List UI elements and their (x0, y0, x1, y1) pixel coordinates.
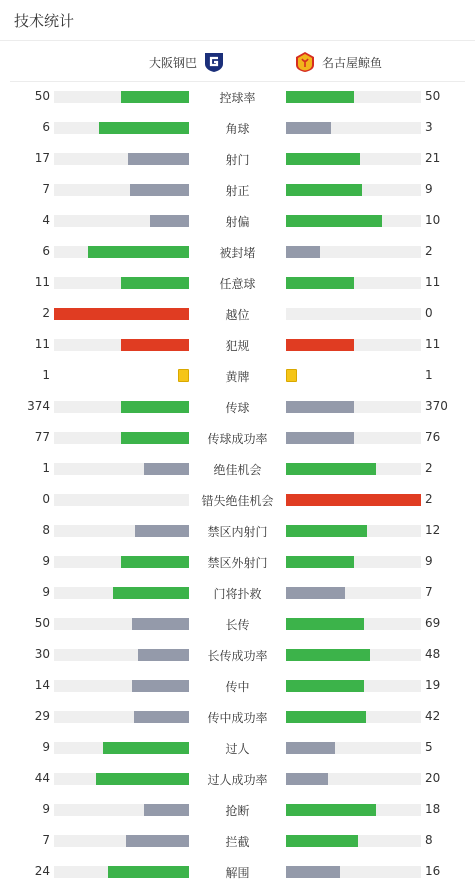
away-stat-value: 0 (425, 306, 433, 320)
away-stat-bar (286, 618, 421, 630)
home-stat-value: 2 (42, 306, 50, 320)
home-stat-bar-fill (113, 587, 189, 599)
away-stat-value: 76 (425, 430, 441, 444)
stat-label: 射偏 (225, 215, 250, 229)
home-stat-value: 9 (42, 802, 50, 816)
away-stat-bar-fill (286, 494, 421, 506)
home-stat-bar-fill (128, 153, 189, 165)
away-stat-bar (286, 246, 421, 258)
home-stat-bar-fill (130, 184, 189, 196)
home-stat-bar (54, 122, 189, 134)
home-stat-bar (54, 463, 189, 475)
teams-header (10, 41, 465, 82)
home-stat-bar (54, 804, 189, 816)
stat-row (0, 298, 475, 329)
home-stat-value: 11 (34, 337, 50, 351)
stat-label: 角球 (225, 122, 250, 136)
home-stat-value: 7 (42, 182, 50, 196)
stat-label: 黄牌 (225, 370, 250, 384)
away-stat-bar (286, 835, 421, 847)
stat-label: 犯规 (225, 339, 250, 353)
stat-label: 越位 (225, 308, 250, 322)
away-stat-value: 3 (425, 120, 433, 134)
home-stat-bar (54, 587, 189, 599)
away-stat-bar-fill (286, 432, 354, 444)
away-stat-bar-fill (286, 835, 358, 847)
home-stat-bar (54, 153, 189, 165)
away-stat-bar (286, 587, 421, 599)
away-stat-value: 19 (425, 678, 441, 692)
home-stat-bar (54, 246, 189, 258)
home-stat-value: 14 (34, 678, 50, 692)
stat-row (0, 236, 475, 267)
stats-list (0, 81, 475, 887)
home-stat-value: 9 (42, 740, 50, 754)
away-stat-bar-fill (286, 277, 354, 289)
away-stat-value: 10 (425, 213, 441, 227)
home-stat-value: 8 (42, 523, 50, 537)
away-stat-bar-fill (286, 711, 366, 723)
away-stat-value: 50 (425, 89, 441, 103)
away-stat-bar (286, 773, 421, 785)
home-stat-bar (54, 339, 189, 351)
home-stat-bar (54, 618, 189, 630)
home-stat-value: 29 (34, 709, 50, 723)
away-stat-bar (286, 215, 421, 227)
stat-row (0, 546, 475, 577)
stat-label: 长传 (225, 618, 250, 632)
stat-row (0, 143, 475, 174)
away-stat-value: 2 (425, 492, 433, 506)
home-stat-bar-fill (132, 618, 189, 630)
home-stat-value: 6 (42, 244, 50, 258)
stat-row (0, 825, 475, 856)
away-stat-bar-fill (286, 680, 364, 692)
away-stat-value: 11 (425, 275, 441, 289)
title-bar (0, 0, 475, 41)
away-stat-value: 9 (425, 182, 433, 196)
stat-row (0, 391, 475, 422)
home-stat-bar (54, 649, 189, 661)
away-stat-bar-fill (286, 339, 354, 351)
stat-row (0, 515, 475, 546)
stat-label: 任意球 (219, 277, 256, 291)
stat-label: 抢断 (225, 804, 250, 818)
home-stat-value: 11 (34, 275, 50, 289)
away-stat-value: 370 (425, 399, 448, 413)
away-stat-value: 2 (425, 244, 433, 258)
stat-row (0, 794, 475, 825)
away-stat-bar-fill (286, 153, 360, 165)
home-stat-bar-fill (121, 432, 189, 444)
away-stat-bar-fill (286, 742, 335, 754)
away-stat-bar (286, 91, 421, 103)
stat-row (0, 329, 475, 360)
home-stat-bar-fill (108, 866, 189, 878)
away-stat-value: 16 (425, 864, 441, 878)
away-stat-bar (286, 649, 421, 661)
stat-row (0, 174, 475, 205)
home-stat-bar-fill (144, 804, 189, 816)
away-stat-value: 7 (425, 585, 433, 599)
stat-row (0, 670, 475, 701)
away-team[interactable] (294, 51, 382, 73)
away-stat-bar-fill (286, 525, 367, 537)
stat-label: 禁区内射门 (207, 525, 268, 539)
stat-row (0, 453, 475, 484)
away-stat-bar-fill (286, 587, 345, 599)
away-stat-bar (286, 184, 421, 196)
stat-label: 绝佳机会 (213, 463, 262, 477)
home-stat-bar (54, 494, 189, 506)
home-stat-bar-fill (96, 773, 189, 785)
away-stat-value: 9 (425, 554, 433, 568)
away-stat-value: 1 (425, 368, 433, 382)
stat-row (0, 205, 475, 236)
stat-row (0, 360, 475, 391)
home-stat-bar (54, 401, 189, 413)
home-stat-bar-fill (138, 649, 189, 661)
stat-row (0, 577, 475, 608)
home-stat-bar-fill (150, 215, 189, 227)
away-stat-bar-fill (286, 122, 331, 134)
away-stat-bar (286, 494, 421, 506)
home-stat-bar (54, 277, 189, 289)
home-team-name: 大阪钢巴 (148, 55, 197, 70)
home-stat-bar (54, 432, 189, 444)
stat-label: 射正 (225, 184, 250, 198)
home-stat-value: 30 (34, 647, 50, 661)
home-stat-bar-fill (144, 463, 189, 475)
stat-label: 被封堵 (219, 246, 256, 260)
away-team-name: 名古屋鲸鱼 (322, 55, 383, 70)
home-stat-bar (54, 835, 189, 847)
stat-row (0, 763, 475, 794)
stat-label: 禁区外射门 (207, 556, 268, 570)
stat-label: 长传成功率 (207, 649, 268, 663)
stat-row (0, 422, 475, 453)
stat-row (0, 112, 475, 143)
home-stat-value: 50 (34, 616, 50, 630)
away-stat-value: 20 (425, 771, 441, 785)
away-team-logo-icon (294, 51, 316, 73)
home-stat-bar-fill (121, 401, 189, 413)
away-stat-value: 2 (425, 461, 433, 475)
home-stat-value: 0 (42, 492, 50, 506)
away-stat-bar-fill (286, 91, 354, 103)
away-stat-bar-fill (286, 618, 364, 630)
home-stat-bar-fill (54, 308, 189, 320)
stat-label: 传球成功率 (207, 432, 268, 446)
stat-label: 射门 (225, 153, 250, 167)
home-stat-bar-fill (99, 122, 189, 134)
home-stat-value: 44 (34, 771, 50, 785)
stat-label: 过人 (225, 742, 250, 756)
home-stat-bar-fill (135, 525, 189, 537)
home-stat-bar (54, 525, 189, 537)
home-stat-value: 6 (42, 120, 50, 134)
away-stat-bar (286, 525, 421, 537)
away-stat-value: 11 (425, 337, 441, 351)
home-stat-bar (54, 711, 189, 723)
home-stat-value: 50 (34, 89, 50, 103)
away-stat-bar-fill (286, 184, 362, 196)
home-stat-bar-fill (121, 556, 189, 568)
away-stat-bar-fill (286, 773, 328, 785)
home-stat-value: 77 (34, 430, 50, 444)
home-stat-value: 1 (42, 461, 50, 475)
stat-row (0, 701, 475, 732)
home-stat-bar (54, 773, 189, 785)
home-stat-bar (54, 742, 189, 754)
home-team[interactable] (149, 51, 225, 73)
away-stat-bar-fill (286, 556, 354, 568)
home-stat-bar-fill (121, 91, 189, 103)
home-stat-bar-fill (126, 835, 189, 847)
stat-label: 过人成功率 (207, 773, 268, 787)
away-stat-bar (286, 742, 421, 754)
away-stat-value: 69 (425, 616, 441, 630)
home-stat-bar (54, 556, 189, 568)
stat-row (0, 856, 475, 887)
away-stat-value: 48 (425, 647, 441, 661)
away-stat-bar (286, 277, 421, 289)
stat-row (0, 732, 475, 763)
away-yellow-card-icon (286, 369, 297, 382)
home-stat-bar-fill (132, 680, 189, 692)
away-stat-value: 42 (425, 709, 441, 723)
away-stat-bar (286, 866, 421, 878)
home-stat-value: 4 (42, 213, 50, 227)
away-stat-value: 18 (425, 802, 441, 816)
stat-row (0, 267, 475, 298)
home-stat-bar-fill (103, 742, 189, 754)
home-stat-bar-fill (134, 711, 189, 723)
stat-row (0, 608, 475, 639)
home-stat-bar (54, 680, 189, 692)
stat-label: 解围 (225, 866, 250, 880)
away-stat-value: 12 (425, 523, 441, 537)
home-stat-value: 1 (42, 368, 50, 382)
away-stat-bar (286, 804, 421, 816)
stat-row (0, 484, 475, 515)
away-stat-bar-fill (286, 246, 320, 258)
stat-label: 传中 (225, 680, 250, 694)
home-stat-bar (54, 308, 189, 320)
home-stat-value: 24 (34, 864, 50, 878)
away-stat-bar (286, 432, 421, 444)
away-stat-bar-fill (286, 401, 354, 413)
away-stat-value: 8 (425, 833, 433, 847)
away-stat-bar-fill (286, 649, 370, 661)
stat-label: 传球 (225, 401, 250, 415)
away-stat-bar-fill (286, 866, 340, 878)
away-stat-bar-fill (286, 215, 382, 227)
stat-label: 传中成功率 (207, 711, 268, 725)
home-stat-bar (54, 866, 189, 878)
away-stat-bar (286, 711, 421, 723)
page-title: 技术统计 (14, 12, 75, 30)
away-stat-bar (286, 556, 421, 568)
home-stat-bar (54, 215, 189, 227)
away-stat-bar (286, 339, 421, 351)
home-stat-value: 17 (34, 151, 50, 165)
home-yellow-card-icon (178, 369, 189, 382)
home-stat-bar (54, 91, 189, 103)
home-stat-bar-fill (121, 277, 189, 289)
away-stat-bar (286, 680, 421, 692)
home-stat-bar-fill (121, 339, 189, 351)
away-stat-bar-fill (286, 463, 376, 475)
home-stat-value: 9 (42, 554, 50, 568)
stat-label: 控球率 (219, 91, 256, 105)
home-team-logo-icon (203, 51, 225, 73)
away-stat-bar (286, 153, 421, 165)
away-stat-bar-fill (286, 804, 376, 816)
home-stat-value: 9 (42, 585, 50, 599)
away-stat-bar (286, 463, 421, 475)
home-stat-bar-fill (88, 246, 189, 258)
home-stat-bar (54, 184, 189, 196)
stat-label: 门将扑救 (213, 587, 262, 601)
home-stat-value: 374 (27, 399, 50, 413)
stat-row (0, 81, 475, 112)
away-stat-bar (286, 308, 421, 320)
stat-row (0, 639, 475, 670)
away-stat-value: 21 (425, 151, 441, 165)
away-stat-bar (286, 401, 421, 413)
stat-label: 拦截 (225, 835, 250, 849)
away-stat-bar (286, 122, 421, 134)
away-stat-value: 5 (425, 740, 433, 754)
stat-label: 错失绝佳机会 (201, 494, 274, 508)
home-stat-value: 7 (42, 833, 50, 847)
